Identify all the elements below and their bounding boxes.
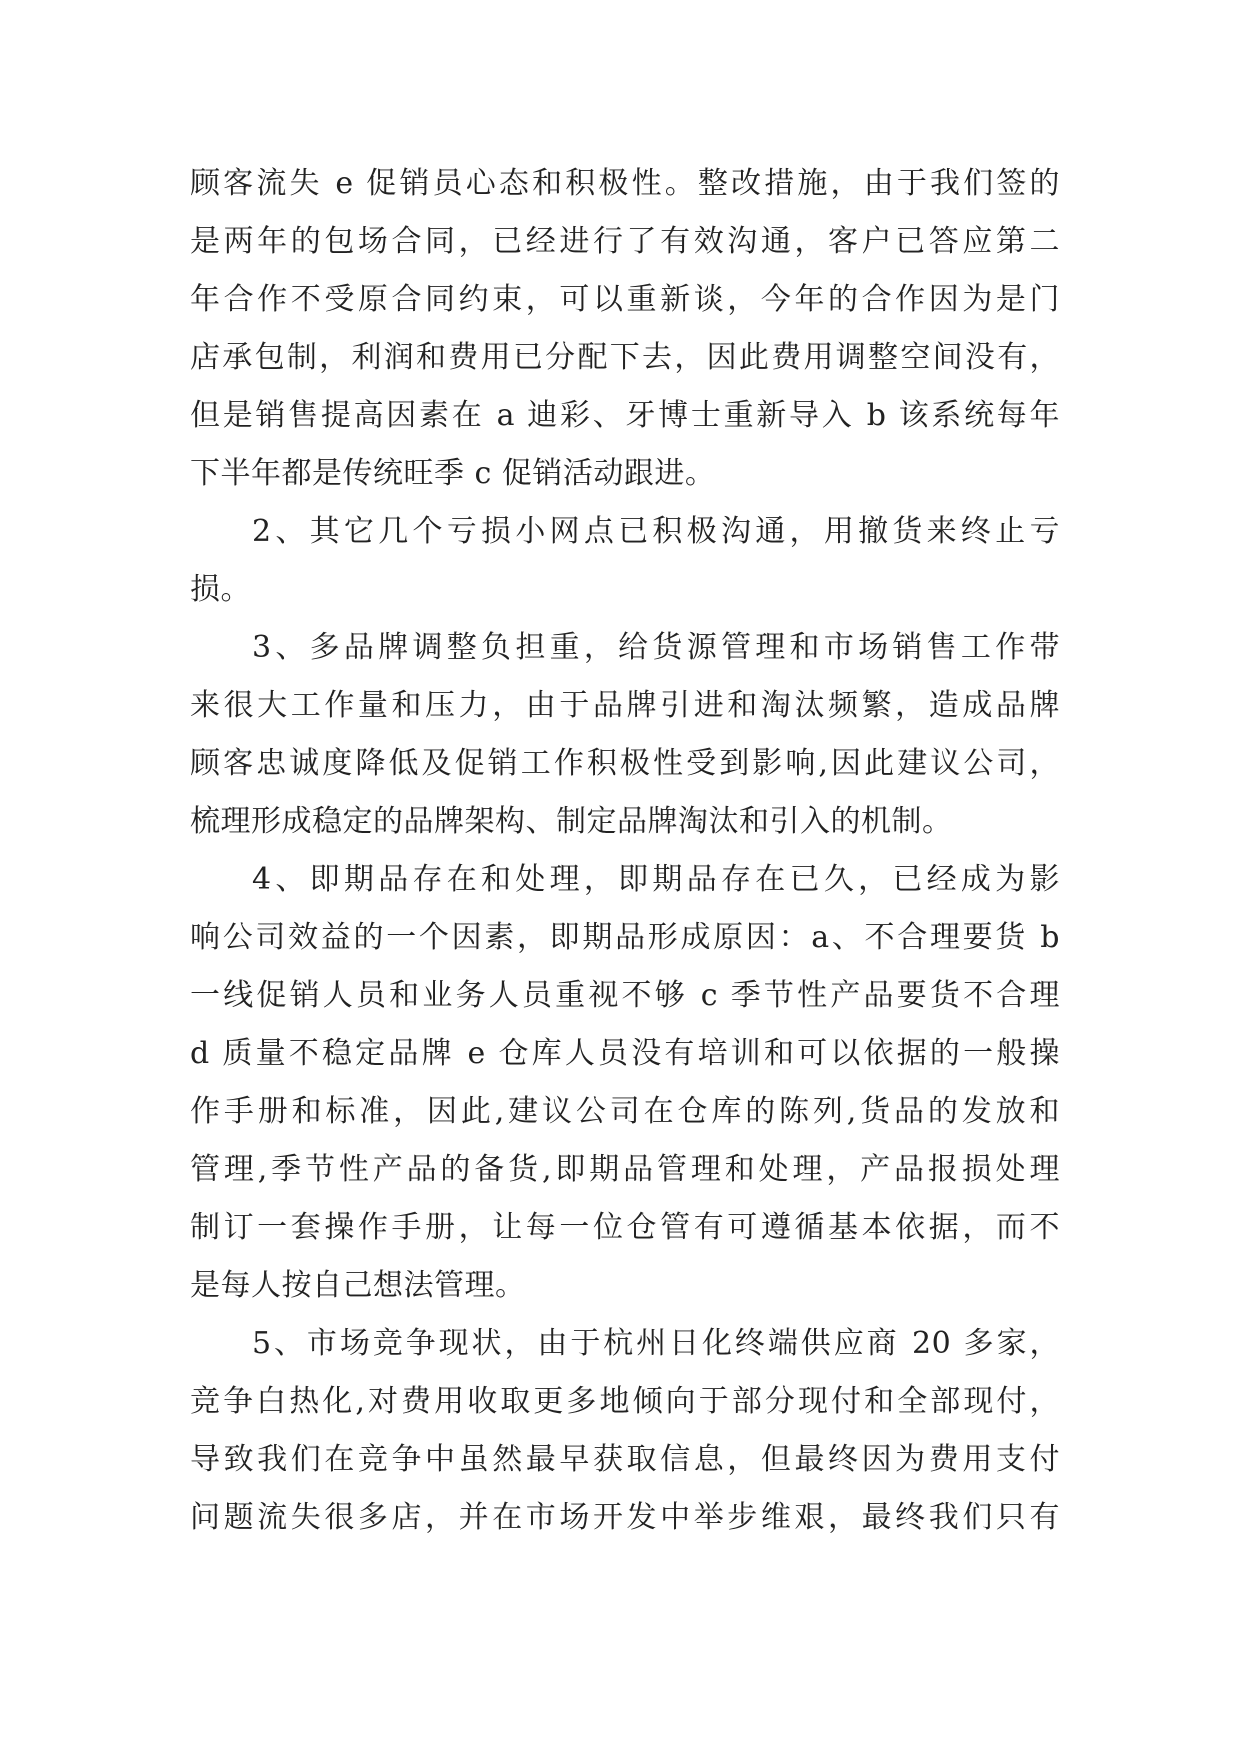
text-line: 管理,季节性产品的备货,即期品管理和处理，产品报损处理 (190, 1152, 1060, 1187)
text-line: 作手册和标准，因此,建议公司在仓库的陈列,货品的发放和 (190, 1094, 1060, 1129)
text-line: 3、多品牌调整负担重，给货源管理和市场销售工作带 (252, 630, 1060, 665)
text-line: 顾客忠诚度降低及促销工作积极性受到影响,因此建议公司， (190, 746, 1060, 781)
text-line: 顾客流失 e 促销员心态和积极性。整改措施，由于我们签的 (190, 166, 1060, 201)
text-line: 是每人按自己想法管理。 (190, 1268, 526, 1303)
text-line: 竞争白热化,对费用收取更多地倾向于部分现付和全部现付， (190, 1384, 1060, 1419)
text-line: d 质量不稳定品牌 e 仓库人员没有培训和可以依据的一般操 (190, 1036, 1060, 1071)
text-line: 来很大工作量和压力，由于品牌引进和淘汰频繁，造成品牌 (190, 688, 1060, 723)
text-line: 制订一套操作手册，让每一位仓管有可遵循基本依据，而不 (190, 1210, 1060, 1245)
text-line: 2、其它几个亏损小网点已积极沟通，用撤货来终止亏 (252, 514, 1060, 549)
text-line: 导致我们在竞争中虽然最早获取信息，但最终因为费用支付 (190, 1442, 1060, 1477)
document-body (190, 155, 1060, 1547)
text-line: 4、即期品存在和处理，即期品存在已久，已经成为影 (252, 862, 1060, 897)
text-line: 损。 (190, 572, 251, 607)
text-line: 但是销售提高因素在 a 迪彩、牙博士重新导入 b 该系统每年 (190, 398, 1060, 433)
text-line: 是两年的包场合同，已经进行了有效沟通，客户已答应第二 (190, 224, 1060, 259)
text-line: 5、市场竞争现状，由于杭州日化终端供应商 20 多家， (252, 1326, 1060, 1361)
text-line: 店承包制，利润和费用已分配下去，因此费用调整空间没有， (190, 340, 1060, 375)
text-line: 下半年都是传统旺季 c 促销活动跟进。 (190, 456, 716, 491)
text-line: 问题流失很多店，并在市场开发中举步维艰，最终我们只有 (190, 1500, 1060, 1535)
text-line: 响公司效益的一个因素，即期品形成原因：a、不合理要货 b (190, 920, 1060, 955)
text-line: 年合作不受原合同约束，可以重新谈，今年的合作因为是门 (190, 282, 1060, 317)
text-line: 梳理形成稳定的品牌架构、制定品牌淘汰和引入的机制。 (190, 804, 953, 839)
text-line: 一线促销人员和业务人员重视不够 c 季节性产品要货不合理 (190, 978, 1060, 1013)
